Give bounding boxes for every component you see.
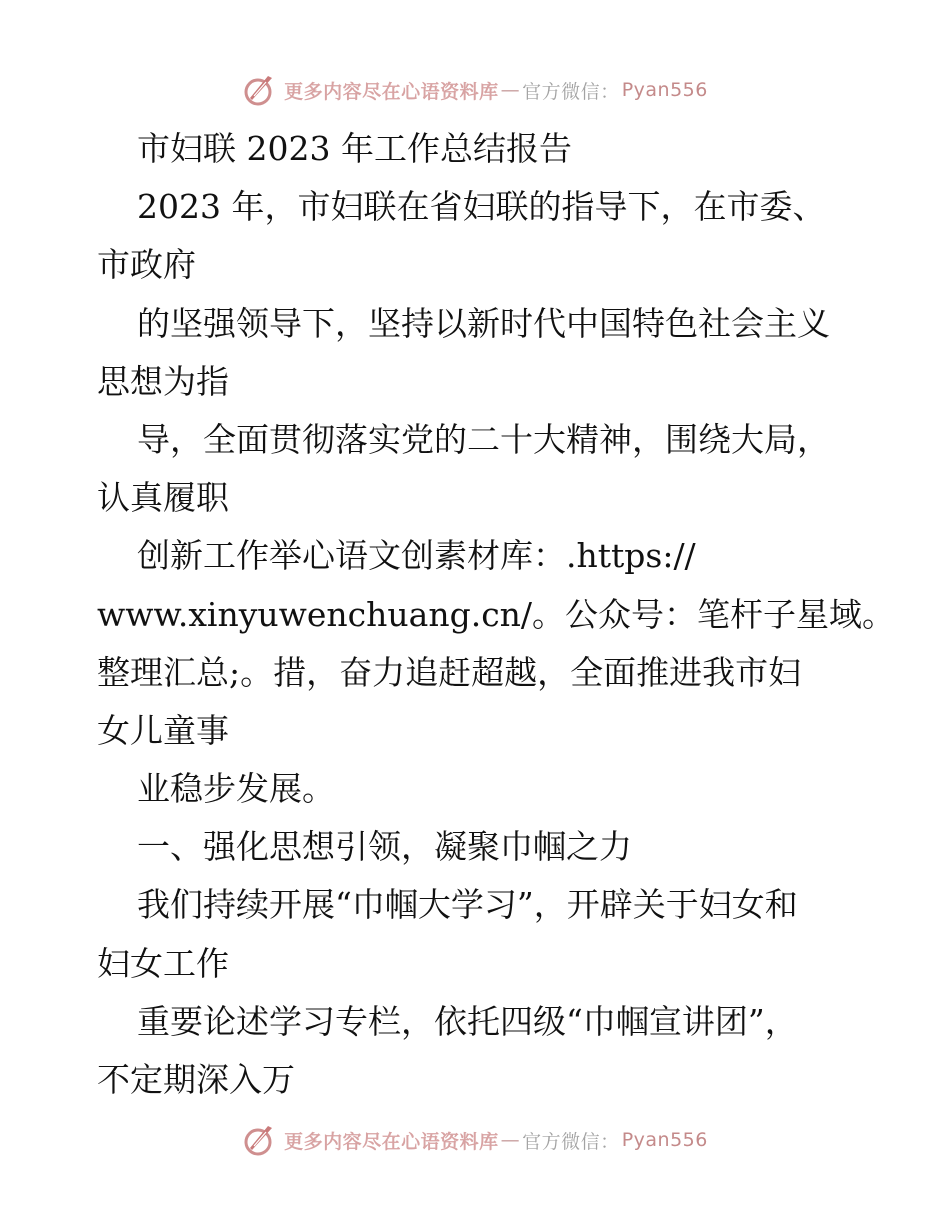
doc-title: 市妇联 2023 年工作总结报告 — [137, 129, 572, 168]
doc-line: 2023 年，市妇联在省妇联的指导下，在市委、 — [137, 187, 826, 227]
watermark-label: 官方微信： — [522, 1130, 620, 1153]
watermark-dash: — — [500, 79, 521, 101]
document-body — [97, 120, 896, 1109]
doc-line: 重要论述学习专栏，依托四级“巾帼宣讲团”， — [137, 1001, 798, 1041]
doc-line: 导，全面贯彻落实党的二十大精神，围绕大局， — [137, 419, 830, 459]
watermark-banner-top — [0, 70, 950, 110]
watermark-dash: — — [500, 1129, 521, 1151]
section-heading: 一、强化思想引领，凝聚巾帼之力 — [137, 827, 632, 867]
watermark-handle: Pyan556 — [621, 79, 708, 101]
feather-logo-icon — [242, 1122, 278, 1158]
watermark-label: 官方微信： — [522, 80, 620, 103]
watermark-text: 更多内容尽在心语资料库 — [284, 1130, 499, 1153]
doc-line: 认真履职 — [97, 478, 229, 518]
doc-line: 思想为指 — [97, 361, 229, 401]
doc-line: 妇女工作 — [97, 943, 229, 983]
doc-line: 市政府 — [97, 245, 196, 285]
feather-logo-icon — [242, 72, 278, 108]
doc-line: 我们持续开展“巾帼大学习”，开辟关于妇女和 — [137, 885, 798, 925]
doc-line: 女儿童事 — [97, 710, 229, 750]
watermark-text: 更多内容尽在心语资料库 — [284, 80, 499, 103]
doc-line: 创新工作举心语文创素材库：.https:// — [137, 536, 696, 576]
doc-line: 不定期深入万 — [97, 1060, 295, 1099]
watermark-banner-bottom — [0, 1120, 950, 1160]
watermark-handle: Pyan556 — [621, 1129, 708, 1151]
doc-line: www.xinyuwenchuang.cn/。公众号：笔杆子星域。 — [97, 594, 896, 634]
doc-line: 的坚强领导下，坚持以新时代中国特色社会主义 — [137, 303, 830, 343]
doc-line: 整理汇总;。措，奋力追赶超越，全面推进我市妇 — [97, 652, 802, 692]
doc-line: 业稳步发展。 — [137, 769, 335, 809]
